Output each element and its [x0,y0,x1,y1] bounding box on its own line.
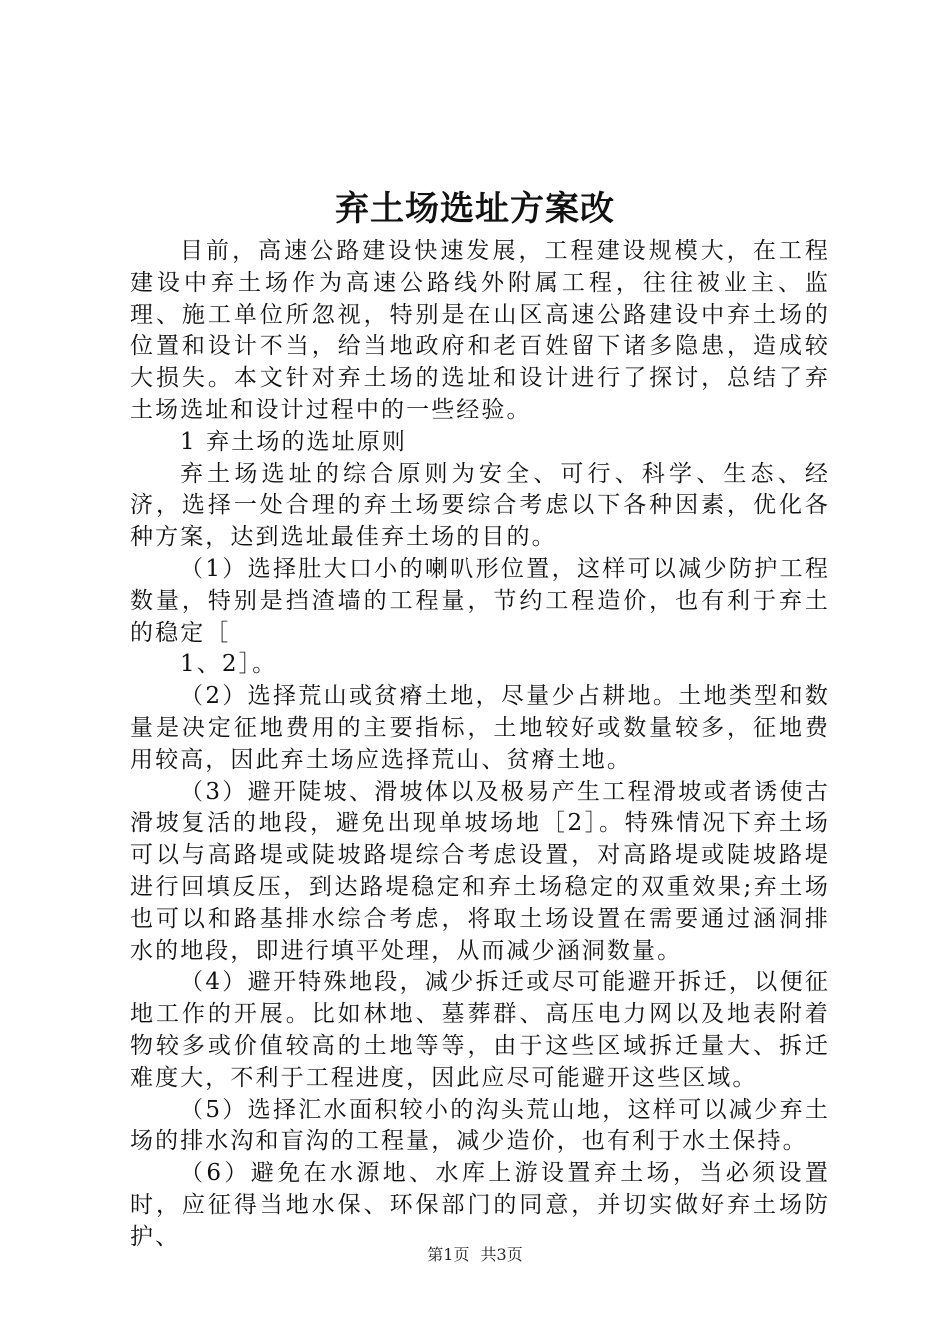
section-heading: 1 弃土场的选址原则 [180,428,407,455]
page-total: 共3页 [480,1245,523,1264]
paragraph-item-1-ref: 1、2］。 [180,651,278,678]
document-body [130,236,830,1254]
paragraph-item-1: （1）选择肚大口小的喇叭形位置，这样可以减少防护工程数量，特别是挡渣墙的工程量，节约工程造价，也有利于弃土的稳定［ [130,555,830,646]
paragraph-item-5: （5）选择汇水面积较小的沟头荒山地，这样可以减少弃土场的排水沟和盲沟的工程量，减少造价，也有利于水土保持。 [130,1096,830,1155]
paragraph-intro: 目前，高速公路建设快速发展，工程建设规模大，在工程建设中弃土场作为高速公路线外附属工程，往往被业主、监理、施工单位所忽视，特别是在山区高速公路建设中弃土场的位置和设计不当，给当地政府和老百姓留下诸多隐患，造成较大损失。本文针对弃土场的选址和设计进行了探讨，总结了弃土场选址和设计过程中的一些经验。 [130,238,830,423]
paragraph-principle: 弃土场选址的综合原则为安全、可行、科学、生态、经济，选择一处合理的弃土场要综合考虑以下各种因素，优化各种方案，达到选址最佳弃土场的目的。 [130,460,830,551]
paragraph-item-6: （6）避免在水源地、水库上游设置弃土场，当必须设置时，应征得当地水保、环保部门的同意，并切实做好弃土场防护、 [130,1160,830,1250]
page-footer [0,1244,950,1266]
paragraph-item-3: （3）避开陡坡、滑坡体以及极易产生工程滑坡或者诱使古滑坡复活的地段，避免出现单坡场地［2］。特殊情况下弃土场可以与高路堤或陡坡路堤综合考虑设置，对高路堤或陡坡路堤进行回填反压，到达路堤稳定和弃土场稳定的双重效果;弃土场也可以和路基排水综合考虑，将取土场设置在需要通过涵洞排水的地段，即进行填平处理，从而减少涵洞数量。 [130,778,830,964]
page-number: 第1页 [427,1245,470,1264]
document-title: 弃土场选址方案改 [335,189,615,229]
paragraph-item-2: （2）选择荒山或贫瘠土地，尽量少占耕地。土地类型和数量是决定征地费用的主要指标，土地较好或数量较多，征地费用较高，因此弃土场应选择荒山、贫瘠土地。 [130,683,830,773]
paragraph-item-4: （4）避开特殊地段，减少拆迁或尽可能避开拆迁，以便征地工作的开展。比如林地、墓葬群、高压电力网以及地表附着物较多或价值较高的土地等等，由于这些区域拆迁量大、拆迁难度大，不利于工程进度，因此应尽可能避开这些区域。 [130,969,830,1091]
